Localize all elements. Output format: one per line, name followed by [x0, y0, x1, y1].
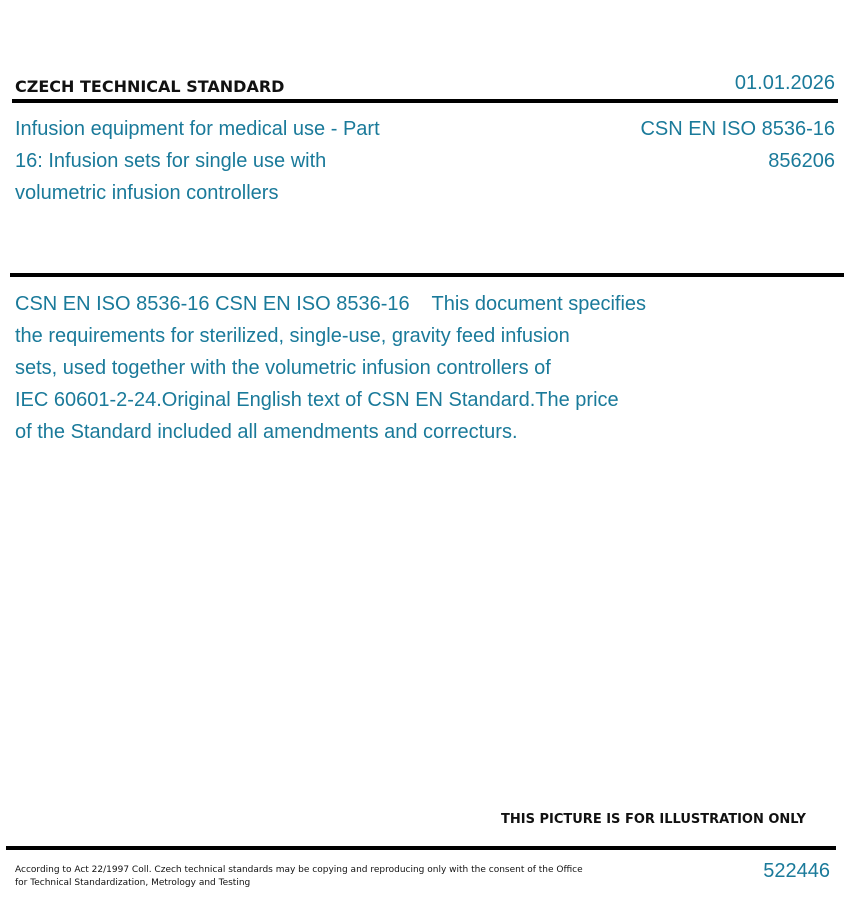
- illustration-notice: THIS PICTURE IS FOR ILLUSTRATION ONLY: [501, 812, 806, 827]
- title-line: Infusion equipment for medical use - Part: [15, 118, 380, 140]
- description-line: sets, used together with the volumetric infusion controllers of: [15, 357, 551, 379]
- description-line: IEC 60601-2-24.Original English text of CSN EN Standard.The price: [15, 389, 619, 411]
- footer-divider: [6, 846, 836, 850]
- document-description: [15, 288, 715, 448]
- catalog-number: 522446: [763, 860, 830, 882]
- standard-code: CSN EN ISO 8536-16: [640, 118, 835, 140]
- title-line: 16: Infusion sets for single use with: [15, 150, 327, 172]
- header: [15, 70, 835, 100]
- description-line: CSN EN ISO 8536-16 CSN EN ISO 8536-16 This document specifies: [15, 293, 647, 315]
- copyright-line: According to Act 22/1997 Coll. Czech technical standards may be copying and reproducing only with the consent of the Office: [15, 865, 583, 875]
- copyright-line: for Technical Standardization, Metrology and Testing: [15, 878, 251, 888]
- publication-date: 01.01.2026: [734, 72, 835, 94]
- copyright-note: [15, 864, 595, 890]
- title-line: volumetric infusion controllers: [15, 182, 279, 204]
- header-divider: [12, 99, 838, 103]
- document-codes: [640, 113, 835, 177]
- description-line: of the Standard included all amendments and correcturs.: [15, 421, 518, 443]
- description-line: the requirements for sterilized, single-use, gravity feed infusion: [15, 325, 570, 347]
- standard-label: CZECH TECHNICAL STANDARD: [15, 77, 285, 96]
- document-title: [15, 113, 425, 209]
- class-number: 856206: [768, 150, 835, 172]
- title-divider: [10, 273, 844, 277]
